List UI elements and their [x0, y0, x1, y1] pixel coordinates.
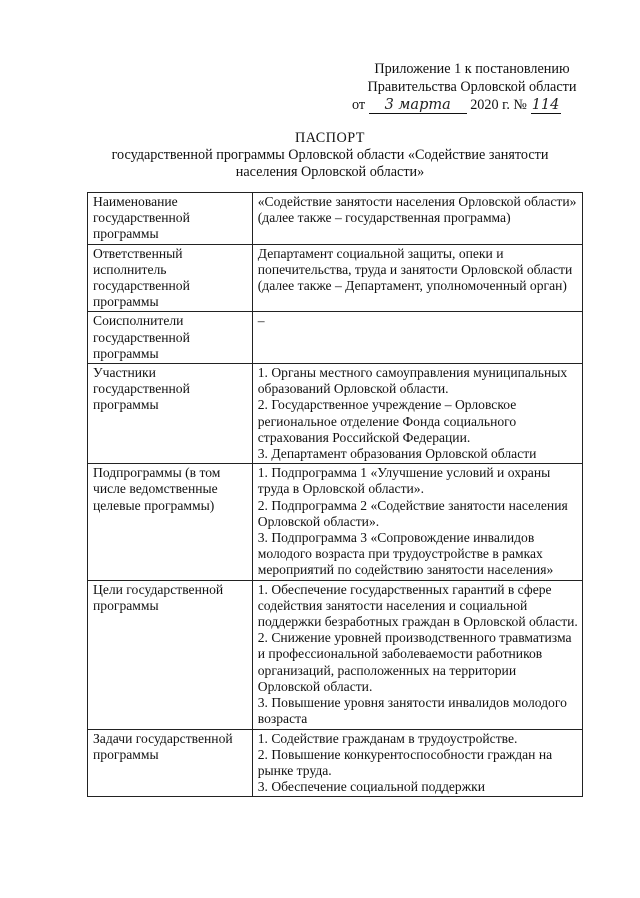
title-main: ПАСПОРТ — [295, 130, 365, 146]
row-value — [252, 364, 582, 464]
title-subtitle: государственной программы Орловской области «Содействие занятости населения Орловской области» — [111, 147, 549, 180]
row-paragraph: 1. Органы местного самоуправления муниципальных образований Орловской области. — [257, 365, 568, 397]
row-paragraph: «Содействие занятости населения Орловской области» (далее также – государственная программа) — [257, 194, 577, 226]
table-row — [88, 464, 583, 580]
row-label: Участники государственной программы — [88, 364, 253, 464]
row-paragraph: 2. Снижение уровней производственного травматизма и профессиональной заболеваемости работников организаций, расположенных на территории Орловской области. — [257, 630, 572, 694]
row-paragraph: 2. Подпрограмма 2 «Содействие занятости населения Орловской области». — [257, 497, 568, 529]
row-paragraph: 1. Содействие гражданам в трудоустройстве. — [257, 730, 518, 746]
row-value — [252, 464, 582, 580]
appendix-line-1: Приложение 1 к постановлению — [374, 61, 570, 77]
handwritten-number: 114 — [531, 97, 560, 113]
row-label: Задачи государственной программы — [88, 729, 253, 797]
row-label: Подпрограммы (в том числе ведомственные целевые программы) — [88, 464, 253, 580]
table-row — [88, 580, 583, 729]
row-label: Ответственный исполнитель государственной программы — [88, 244, 253, 312]
row-paragraph: – — [257, 313, 265, 329]
appendix-header — [352, 60, 592, 114]
passport-table — [87, 192, 583, 797]
table-row — [88, 244, 583, 312]
row-label: Соисполнители государственной программы — [88, 312, 253, 364]
row-value — [252, 193, 582, 245]
row-paragraph: 2. Повышение конкурентоспособности граждан на рынке труда. — [257, 746, 553, 778]
row-paragraph: 1. Обеспечение государственных гарантий в сфере содействия занятости населения и социальной поддержки безработных граждан в Орловской области. — [257, 581, 578, 630]
row-paragraph: 3. Повышение уровня занятости инвалидов молодого возраста — [257, 695, 567, 727]
row-paragraph: 2. Государственное учреждение – Орловское региональное отделение Фонда социального страхования Российской Федерации. — [257, 397, 517, 445]
handwritten-date: 3 марта — [369, 98, 467, 114]
row-paragraph: 3. Департамент образования Орловской области — [257, 446, 537, 462]
table-row — [88, 312, 583, 364]
row-paragraph: 3. Подпрограмма 3 «Сопровождение инвалидов молодого возраста при трудоустройстве в рамках мероприятий по содействию занятости населения» — [257, 530, 554, 578]
row-paragraph: Департамент социальной защиты, опеки и попечительства, труда и занятости Орловской области (далее также – Департамент, уполномоченный орган) — [257, 245, 573, 294]
row-value — [252, 312, 582, 364]
row-label: Наименование государственной программы — [88, 193, 253, 245]
document-title — [80, 130, 580, 181]
table-row — [88, 193, 583, 245]
row-value — [252, 580, 582, 729]
row-paragraph: 1. Подпрограмма 1 «Улучшение условий и охраны труда в Орловской области». — [257, 465, 551, 497]
row-label: Цели государственной программы — [88, 580, 253, 729]
date-prefix: от — [352, 97, 366, 113]
year-text: 2020 г. № — [470, 97, 527, 113]
table-row — [88, 729, 583, 797]
row-value — [252, 729, 582, 797]
appendix-date-line — [352, 96, 592, 114]
row-value — [252, 244, 582, 312]
row-paragraph: 3. Обеспечение социальной поддержки — [257, 779, 486, 795]
table-row — [88, 364, 583, 464]
appendix-line-2: Правительства Орловской области — [367, 79, 577, 95]
